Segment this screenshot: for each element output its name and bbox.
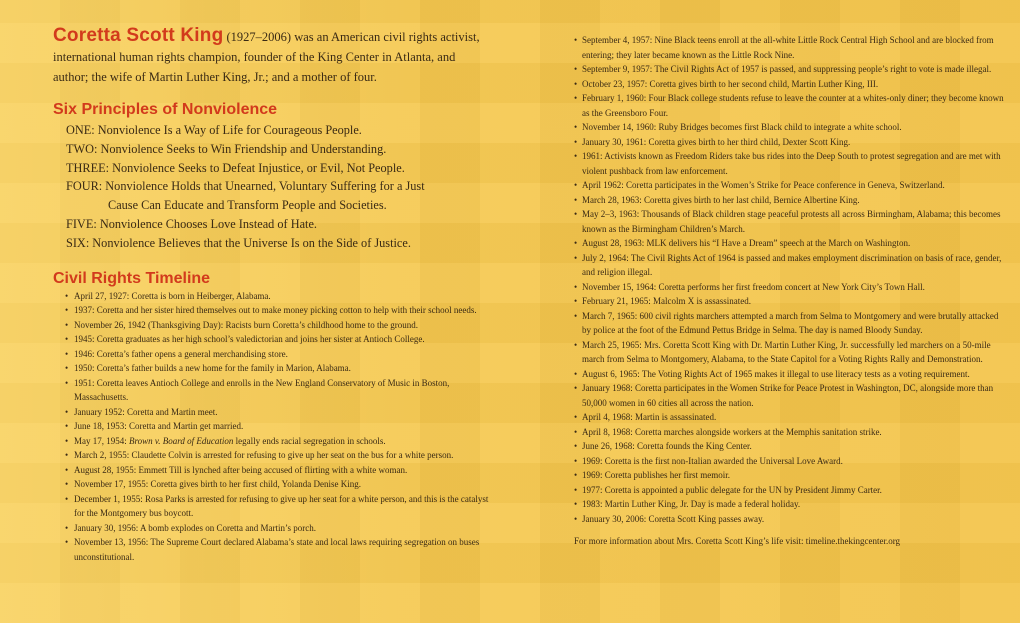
timeline-item: • June 18, 1953: Coretta and Martin get married. [53,419,493,434]
principle-item: FIVE: Nonviolence Chooses Love Instead of Hate. [66,216,317,231]
timeline-item: • February 21, 1965: Malcolm X is assassinated. [574,294,1004,309]
timeline-item: • 1946: Coretta’s father opens a general merchandising store. [53,347,493,362]
timeline-item: • 1977: Coretta is appointed a public delegate for the UN by President Jimmy Carter. [574,483,1004,498]
intro-text: (1927–2006) was an American civil rights activist, international human rights champion, founder of the King Center in Atlanta, and author; the wife of Martin Luther King, Jr.; and a mother of four. [53,30,480,84]
timeline-item: • January 30, 1956: A bomb explodes on Coretta and Martin’s porch. [53,521,493,536]
timeline-text: legally ends racial segregation in schools. [233,435,386,446]
timeline-item: • January 1952: Coretta and Martin meet. [53,405,493,420]
timeline-item: • April 4, 1968: Martin is assassinated. [574,410,1004,425]
subject-name: Coretta Scott King [53,25,224,46]
timeline-item: • April 1962: Coretta participates in the Women’s Strike for Peace conference in Geneva, Switzerland. [574,178,1004,193]
timeline-item: • March 2, 1955: Claudette Colvin is arrested for refusing to give up her seat on the bus for a white person. [53,448,493,463]
timeline-item: • November 14, 1960: Ruby Bridges becomes first Black child to integrate a white school. [574,120,1004,135]
timeline-item: • September 9, 1957: The Civil Rights Act of 1957 is passed, and suppressing people’s right to vote is made illegal. [574,62,1004,77]
timeline-item: • November 26, 1942 (Thanksgiving Day): Racists burn Coretta’s childhood home to the ground. [53,318,493,333]
right-column [574,33,1004,546]
left-column [53,26,493,564]
principle-line: FOUR: Nonviolence Holds that Unearned, Voluntary Suffering for a Just [66,179,425,194]
timeline-item: • March 25, 1965: Mrs. Coretta Scott King with Dr. Martin Luther King, Jr. successfully led marchers on a 50-mile march from Selma to Montgomery, Alabama, to the State Capitol for a Voting Rights Rally and Demonstration. [574,338,1004,367]
principle-item: ONE: Nonviolence Is a Way of Life for Courageous People. [66,123,362,137]
timeline-list-right [574,33,1004,526]
timeline-item [53,434,493,449]
timeline-item: • April 27, 1927: Coretta is born in Heiberger, Alabama. [53,289,493,304]
timeline-item: • February 1, 1960: Four Black college students refuse to leave the counter at a whites-only diner; they become known as the Greensboro Four. [574,91,1004,120]
timeline-item: • 1937: Coretta and her sister hired themselves out to make money picking cotton to help with their school needs. [53,303,493,318]
principle-item: SIX: Nonviolence Believes that the Universe Is on the Side of Justice. [66,235,411,250]
principles-heading: Six Principles of Nonviolence [53,101,278,118]
timeline-item: • April 8, 1968: Coretta marches alongside workers at the Memphis sanitation strike. [574,425,1004,440]
timeline-item: • October 23, 1957: Coretta gives birth to her second child, Martin Luther King, III. [574,77,1004,92]
timeline-item: • November 13, 1956: The Supreme Court declared Alabama’s state and local laws requiring segregation on buses unconstitutional. [53,535,493,564]
principle-item [66,177,493,215]
timeline-item: • August 28, 1963: MLK delivers his “I Have a Dream” speech at the March on Washington. [574,236,1004,251]
timeline-item: • 1951: Coretta leaves Antioch College and enrolls in the New England Conservatory of Music in Boston, Massachusetts. [53,376,493,405]
principles-list [66,121,493,253]
timeline-item: • July 2, 1964: The Civil Rights Act of 1964 is passed and makes employment discrimination on basis of race, gender, and religion illegal. [574,251,1004,280]
timeline-item: • June 26, 1968: Coretta founds the King Center. [574,439,1004,454]
timeline-item: • January 30, 1961: Coretta gives birth to her third child, Dexter Scott King. [574,135,1004,150]
timeline-item: • December 1, 1955: Rosa Parks is arrested for refusing to give up her seat for a white person, and this is the catalyst for the Montgomery bus boycott. [53,492,493,521]
timeline-item: • November 17, 1955: Coretta gives birth to her first child, Yolanda Denise King. [53,477,493,492]
timeline-heading: Civil Rights Timeline [53,269,211,287]
more-info-note: For more information about Mrs. Coretta Scott King’s life visit: timeline.thekingcenter.org [574,536,901,546]
timeline-item: • 1950: Coretta’s father builds a new home for the family in Marion, Alabama. [53,361,493,376]
timeline-item: • March 7, 1965: 600 civil rights marchers attempted a march from Selma to Montgomery and were brutally attacked by police at the foot of the Edmund Pettus Bridge in Selma. The day is named Bloody Sunday. [574,309,1004,338]
timeline-item: • May 2–3, 1963: Thousands of Black children stage peaceful protests all across Birmingham, Alabama; this becomes known as the Birmingham Children’s March. [574,207,1004,236]
timeline-item: • January 30, 2006: Coretta Scott King passes away. [574,512,1004,527]
intro-paragraph [53,26,493,87]
timeline-item: • March 28, 1963: Coretta gives birth to her last child, Bernice Albertine King. [574,193,1004,208]
timeline-item: • November 15, 1964: Coretta performs her first freedom concert at New York City’s Town Hall. [574,280,1004,295]
timeline-item: • 1945: Coretta graduates as her high school’s valedictorian and joins her sister at Antioch College. [53,332,493,347]
principle-item: THREE: Nonviolence Seeks to Defeat Injustice, or Evil, Not People. [66,160,405,175]
timeline-item: • 1983: Martin Luther King, Jr. Day is made a federal holiday. [574,497,1004,512]
timeline-item: • 1961: Activists known as Freedom Riders take bus rides into the Deep South to protest segregation and are met with violent pushback from law enforcement. [574,149,1004,178]
timeline-item: • January 1968: Coretta participates in the Women Strike for Peace Protest in Washington, DC, alongside more than 50,000 women in 60 cities all across the nation. [574,381,1004,410]
timeline-item: • September 4, 1957: Nine Black teens enroll at the all-white Little Rock Central High School and are blocked from entering; they later became known as the Little Rock Nine. [574,33,1004,62]
court-case-title: Brown v. Board of Education [129,435,234,446]
timeline-item: • August 6, 1965: The Voting Rights Act of 1965 makes it illegal to use literacy tests as a voting requirement. [574,367,1004,382]
principle-item: TWO: Nonviolence Seeks to Win Friendship and Understanding. [66,141,387,156]
timeline-list-left [53,289,493,565]
timeline-date: May 17, 1954: [74,435,129,446]
principle-continuation: Cause Can Educate and Transform People and Societies. [108,198,387,213]
timeline-item: • August 28, 1955: Emmett Till is lynched after being accused of flirting with a white woman. [53,463,493,478]
timeline-item: • 1969: Coretta is the first non-Italian awarded the Universal Love Award. [574,454,1004,469]
timeline-item: • 1969: Coretta publishes her first memoir. [574,468,1004,483]
